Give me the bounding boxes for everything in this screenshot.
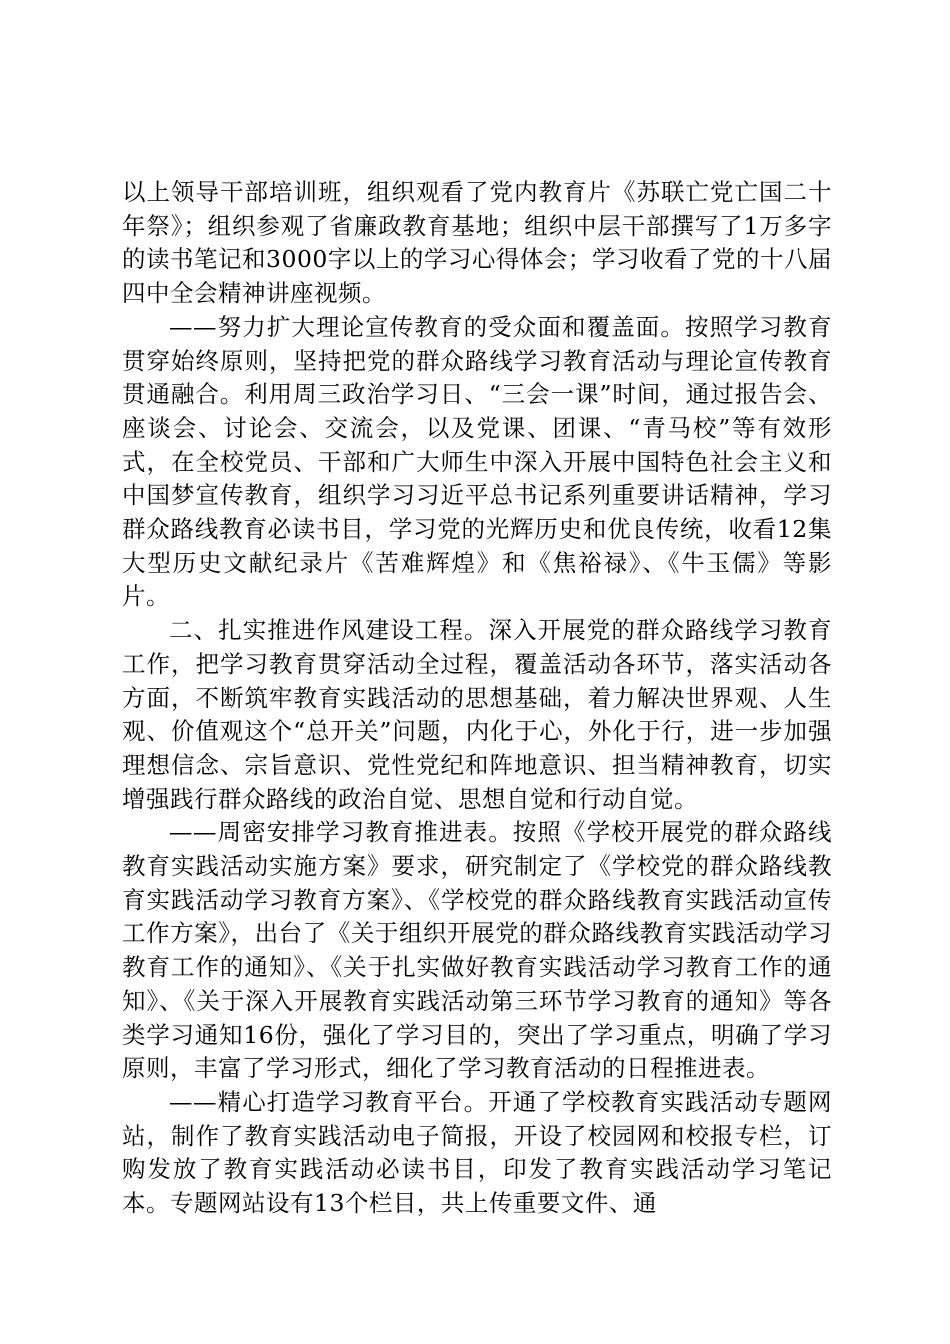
paragraph-5: ——精心打造学习教育平台。开通了学校教育实践活动专题网站，制作了教育实践活动电子简报，开设了校园网和校报专栏，订购发放了教育实践活动必读书目，印发了教育实践活动学习笔记本。专题网站设有13个栏目，共上传重要文件、通 (122, 1087, 832, 1218)
paragraph-3: 二、扎实推进作风建设工程。深入开展党的群众路线学习教育工作，把学习教育贯穿活动全过程，覆盖活动各环节，落实活动各方面，不断筑牢教育实践活动的思想基础，着力解决世界观、人生观、价值观这个“总开关”问题，内化于心，外化于行，进一步加强理想信念、宗旨意识、党性党纪和阵地意识、担当精神教育，切实增强践行群众路线的政治自觉、思想自觉和行动自觉。 (122, 616, 832, 813)
document-page (122, 176, 832, 1221)
paragraph-1: 以上领导干部培训班，组织观看了党内教育片《苏联亡党亡国二十年祭》；组织参观了省廉政教育基地；组织中层干部撰写了1万多字的读书笔记和3000字以上的学习心得体会；学习收看了党的十八届四中全会精神讲座视频。 (122, 178, 832, 308)
paragraph-4: ——周密安排学习教育推进表。按照《学校开展党的群众路线教育实践活动实施方案》要求，研究制定了《学校党的群众路线教育实践活动学习教育方案》、《学校党的群众路线教育实践活动宣传工作方案》，出台了《关于组织开展党的群众路线教育实践活动学习教育工作的通知》、《关于扎实做好教育实践活动学习教育工作的通知》、《关于深入开展教育实践活动第三环节学习教育的通知》等各类学习通知16份，强化了学习目的，突出了学习重点，明确了学习原则，丰富了学习形式，细化了学习教育活动的日程推进表。 (122, 818, 832, 1083)
paragraph-2: ——努力扩大理论宣传教育的受众面和覆盖面。按照学习教育贯穿始终原则，坚持把党的群众路线学习教育活动与理论宣传教育贯通融合。利用周三政治学习日、“三会一课”时间，通过报告会、座谈会、讨论会、交流会，以及党课、团课、“青马校”等有效形式，在全校党员、干部和广大师生中深入开展中国特色社会主义和中国梦宣传教育，组织学习习近平总书记系列重要讲话精神，学习群众路线教育必读书目，学习党的光辉历史和优良传统，收看12集大型历史文献纪录片《苦难辉煌》和《焦裕禄》、《牛玉儒》等影片。 (122, 312, 832, 611)
